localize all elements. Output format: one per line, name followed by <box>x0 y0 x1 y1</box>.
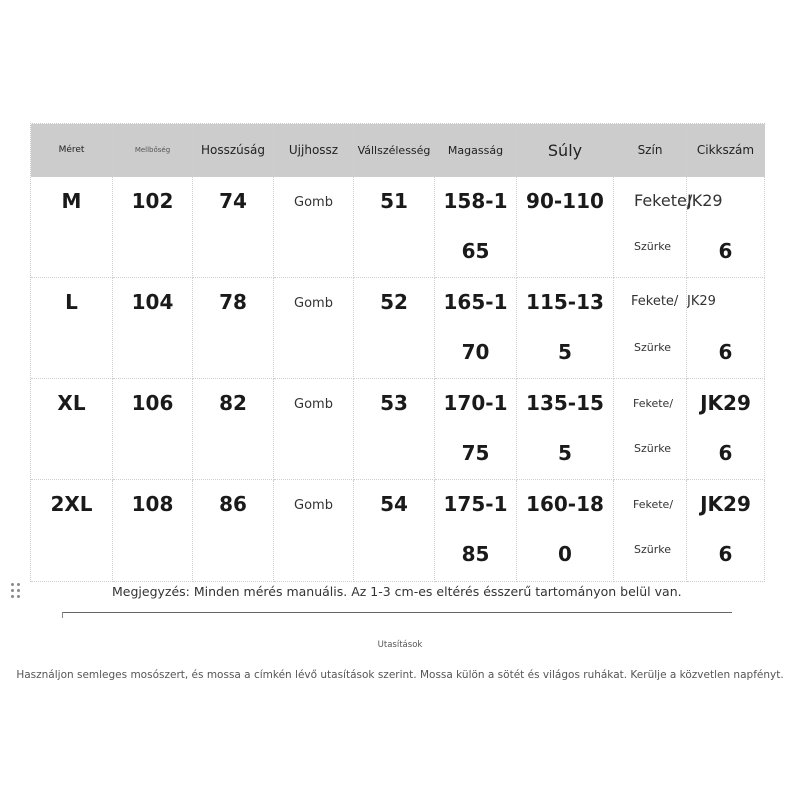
table-cell-height <box>435 480 517 582</box>
shoulder-value: 53 <box>380 391 408 415</box>
header-cell-shoulder <box>354 124 435 177</box>
table-cell-size <box>31 177 113 278</box>
length-value: 78 <box>219 290 247 314</box>
table-cell-sku <box>687 379 765 480</box>
instructions-text: Használjon semleges mosószert, és mossa a címkén lévő utasítások szerint. Mossa külön a sötét és világos ruhákat. Kerülje a közvetlen napfényt. <box>16 669 784 681</box>
table-cell-length <box>193 480 274 582</box>
divider-tick <box>62 612 63 618</box>
weight-value-top: 135-15 <box>526 391 604 415</box>
weight-value-top: 115-13 <box>526 290 604 314</box>
table-cell-weight <box>517 379 614 480</box>
size-value: 2XL <box>50 492 93 516</box>
drag-handle-icon[interactable] <box>11 583 23 601</box>
sku-value-top: JK29 <box>687 294 716 309</box>
table-cell-color <box>614 480 687 582</box>
table-cell-height <box>435 379 517 480</box>
header-height: Magasság <box>447 143 504 157</box>
weight-value-top: 90-110 <box>526 189 604 213</box>
weight-value-bottom: 5 <box>558 441 572 465</box>
sku-value-bottom: 6 <box>718 542 733 566</box>
table-cell-shoulder <box>354 177 435 278</box>
table-cell-color <box>614 177 693 278</box>
header-weight: Súly <box>547 140 583 160</box>
color-value-top: Fekete/ <box>633 397 674 410</box>
table-cell-chest <box>113 278 193 379</box>
size-value: L <box>65 290 78 314</box>
table-cell-size <box>31 278 113 379</box>
header-cell-height <box>435 124 517 177</box>
header-cell-weight <box>517 124 614 177</box>
table-cell-weight <box>517 480 614 582</box>
color-value-bottom: Szürke <box>634 442 671 455</box>
header-size: Méret <box>58 145 85 155</box>
table-cell-sleeve <box>274 379 354 480</box>
shoulder-value: 54 <box>380 492 408 516</box>
sku-value-bottom: 6 <box>718 441 733 465</box>
sleeve-value: Gomb <box>294 195 333 210</box>
table-cell-color <box>614 379 687 480</box>
table-cell-length <box>193 177 274 278</box>
height-value-bottom: 75 <box>461 441 490 465</box>
table-cell-sku <box>687 480 765 582</box>
size-chart-table <box>30 123 765 582</box>
header-cell-length <box>193 124 274 177</box>
table-cell-color <box>614 278 687 379</box>
chest-value: 106 <box>131 391 174 415</box>
table-cell-chest <box>113 480 193 582</box>
table-cell-size <box>31 480 113 582</box>
sleeve-value: Gomb <box>294 296 333 311</box>
instructions-title: Utasítások <box>377 640 423 650</box>
color-value-top: Fekete/ <box>633 498 674 511</box>
sku-value-bottom: 6 <box>718 239 733 263</box>
sku-value-top: JK29 <box>687 191 723 210</box>
table-cell-weight <box>517 177 614 278</box>
sleeve-value: Gomb <box>294 498 333 513</box>
header-sleeve: Ujjhossz <box>288 143 339 157</box>
table-cell-chest <box>113 177 193 278</box>
header-cell-size <box>31 124 113 177</box>
sleeve-value: Gomb <box>294 397 333 412</box>
sku-value-top: JK29 <box>700 492 751 516</box>
measurement-note: Megjegyzés: Minden mérés manuális. Az 1-3 cm-es eltérés ésszerű tartományon belül van. <box>112 584 682 599</box>
weight-value-top: 160-18 <box>526 492 604 516</box>
chest-value: 108 <box>131 492 174 516</box>
height-value-top: 165-1 <box>443 290 508 314</box>
header-length: Hosszúság <box>201 143 265 157</box>
color-value-top: Fekete/ <box>631 294 679 309</box>
table-cell-size <box>31 379 113 480</box>
header-shoulder: Vállszélesség <box>357 143 431 157</box>
shoulder-value: 51 <box>380 189 408 213</box>
length-value: 86 <box>219 492 247 516</box>
height-value-top: 158-1 <box>443 189 508 213</box>
header-color: Szín <box>637 143 663 157</box>
header-cell-sku <box>687 124 765 177</box>
header-cell-chest <box>113 124 193 177</box>
sku-value-top: JK29 <box>700 391 751 415</box>
table-cell-sleeve <box>274 480 354 582</box>
height-value-bottom: 70 <box>461 340 490 364</box>
table-cell-shoulder <box>354 379 435 480</box>
sku-value-bottom: 6 <box>718 340 733 364</box>
color-value-bottom: Szürke <box>634 543 671 556</box>
table-cell-sku <box>687 177 765 278</box>
table-cell-shoulder <box>354 278 435 379</box>
weight-value-bottom: 5 <box>558 340 572 364</box>
size-value: M <box>61 189 82 213</box>
table-cell-weight <box>517 278 614 379</box>
header-cell-color <box>614 124 687 177</box>
height-value-bottom: 65 <box>461 239 490 263</box>
chest-value: 104 <box>131 290 174 314</box>
table-cell-shoulder <box>354 480 435 582</box>
header-chest: Mellbőség <box>134 146 171 154</box>
weight-value-bottom: 0 <box>558 542 572 566</box>
length-value: 82 <box>219 391 247 415</box>
header-cell-sleeve <box>274 124 354 177</box>
length-value: 74 <box>219 189 247 213</box>
table-cell-chest <box>113 379 193 480</box>
chest-value: 102 <box>131 189 174 213</box>
table-cell-length <box>193 278 274 379</box>
header-sku: Cikkszám <box>696 143 755 157</box>
height-value-top: 175-1 <box>443 492 508 516</box>
size-value: XL <box>57 391 86 415</box>
divider-line <box>62 612 732 613</box>
color-value-bottom: Szürke <box>634 240 671 253</box>
color-value-top: Fekete/ <box>634 191 693 210</box>
table-cell-height <box>435 278 517 379</box>
shoulder-value: 52 <box>380 290 408 314</box>
table-cell-height <box>435 177 517 278</box>
height-value-top: 170-1 <box>443 391 508 415</box>
table-cell-sku <box>687 278 765 379</box>
table-cell-sleeve <box>274 278 354 379</box>
table-cell-sleeve <box>274 177 354 278</box>
height-value-bottom: 85 <box>461 542 490 566</box>
table-cell-length <box>193 379 274 480</box>
color-value-bottom: Szürke <box>634 341 671 354</box>
